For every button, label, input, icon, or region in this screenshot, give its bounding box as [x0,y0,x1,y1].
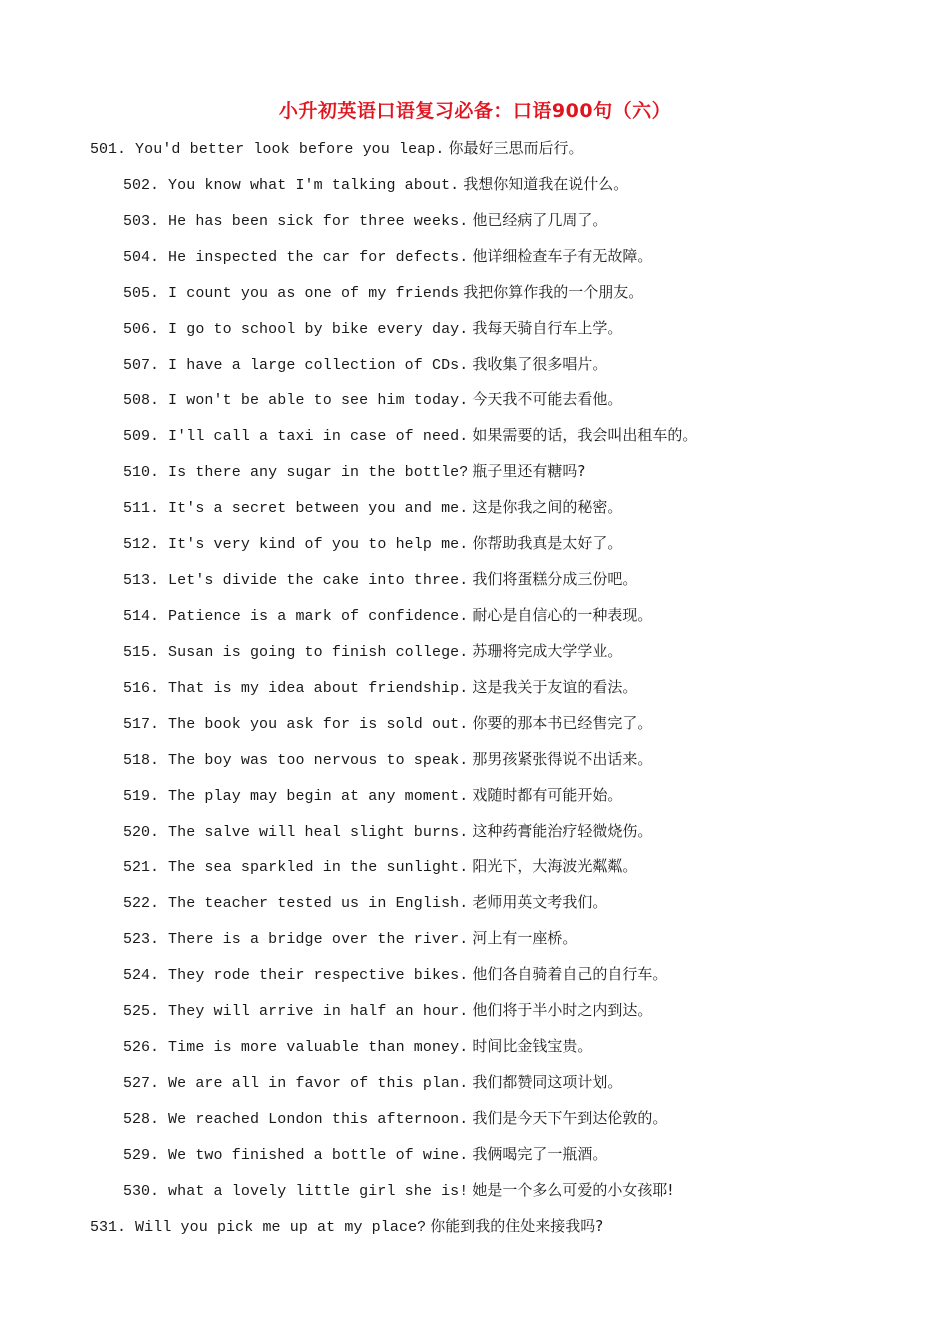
sentence-number: 504. [123,248,160,266]
english-sentence: Patience is a mark of confidence. [168,607,469,625]
english-sentence: He inspected the car for defects. [168,248,469,266]
sentence-line [0,1211,950,1247]
english-sentence: Is there any sugar in the bottle? [168,464,469,482]
sentence-number: 520. [123,823,160,841]
chinese-translation: 他已经病了几周了。 [472,210,608,229]
sentence-number: 505. [123,284,160,302]
english-sentence: There is a bridge over the river. [168,931,469,949]
chinese-translation: 你帮助我真是太好了。 [472,534,623,553]
sentence-line [0,313,950,349]
sentence-number: 508. [123,392,160,410]
chinese-translation: 那男孩紧张得说不出话来。 [472,749,653,768]
sentence-line [0,349,950,385]
chinese-translation: 我们是今天下午到达伦敦的。 [472,1108,668,1127]
chinese-translation: 我们都赞同这项计划。 [472,1072,623,1091]
sentence-line [0,420,950,456]
chinese-translation: 她是一个多么可爱的小女孩耶! [472,1180,674,1199]
english-sentence: The play may begin at any moment. [168,787,469,805]
chinese-translation: 你要的那本书已经售完了。 [472,713,653,732]
sentence-line [0,636,950,672]
sentence-line [0,959,950,995]
sentence-line [0,887,950,923]
english-sentence: The salve will heal slight burns. [168,823,469,841]
chinese-translation: 我每天骑自行车上学。 [472,318,623,337]
english-sentence: The boy was too nervous to speak. [168,751,469,769]
sentence-number: 527. [123,1074,160,1092]
sentence-line [0,600,950,636]
sentence-line [0,528,950,564]
sentence-number: 530. [123,1182,160,1200]
chinese-translation: 苏珊将完成大学学业。 [472,641,623,660]
chinese-translation: 他详细检查车子有无故障。 [472,246,653,265]
sentence-number: 516. [123,679,160,697]
english-sentence: Will you pick me up at my place? [135,1218,427,1236]
chinese-translation: 河上有一座桥。 [472,929,578,948]
sentence-line [0,1175,950,1211]
sentence-line [0,923,950,959]
sentence-line [0,1067,950,1103]
english-sentence: what a lovely little girl she is! [168,1182,469,1200]
sentence-line [0,1139,950,1175]
sentence-line [0,564,950,600]
english-sentence: Let's divide the cake into three. [168,572,469,590]
chinese-translation: 他们将于半小时之内到达。 [472,1001,653,1020]
sentence-line [0,1031,950,1067]
english-sentence: You know what I'm talking about. [168,176,460,194]
chinese-translation: 你最好三思而后行。 [448,139,584,157]
sentence-number: 506. [123,320,160,338]
chinese-translation: 我想你知道我在说什么。 [463,174,629,193]
english-sentence: The teacher tested us in English. [168,895,469,913]
sentence-number: 515. [123,643,160,661]
english-sentence: The sea sparkled in the sunlight. [168,859,469,877]
sentence-number: 518. [123,751,160,769]
english-sentence: Susan is going to finish college. [168,643,469,661]
sentence-number: 510. [123,464,160,482]
sentence-line [0,492,950,528]
english-sentence: It's a secret between you and me. [168,500,469,518]
sentence-number: 507. [123,356,160,374]
sentence-line [0,456,950,492]
sentence-line [0,708,950,744]
chinese-translation: 老师用英文考我们。 [472,893,608,912]
english-sentence: I have a large collection of CDs. [168,356,469,374]
sentence-line [0,384,950,420]
english-sentence: The book you ask for is sold out. [168,715,469,733]
sentence-number: 514. [123,607,160,625]
english-sentence: They rode their respective bikes. [168,967,469,985]
sentence-line [0,780,950,816]
chinese-translation: 他们各自骑着自己的自行车。 [472,965,668,984]
sentence-number: 501. [90,141,127,158]
english-sentence: We are all in favor of this plan. [168,1074,469,1092]
chinese-translation: 我俩喝完了一瓶酒。 [472,1144,608,1163]
sentence-line [0,241,950,277]
chinese-translation: 我把你算作我的一个朋友。 [463,282,644,301]
sentence-line [0,277,950,313]
sentence-number: 521. [123,859,160,877]
sentence-number: 523. [123,931,160,949]
english-sentence: That is my idea about friendship. [168,679,469,697]
chinese-translation: 你能到我的住处来接我吗? [430,1216,604,1235]
sentence-number: 526. [123,1039,160,1057]
sentence-number: 524. [123,967,160,985]
sentence-number: 522. [123,895,160,913]
chinese-translation: 这是你我之间的秘密。 [472,498,623,517]
sentence-number: 512. [123,536,160,554]
english-sentence: Time is more valuable than money. [168,1039,469,1057]
sentence-line [0,744,950,780]
english-sentence: We reached London this afternoon. [168,1110,469,1128]
sentence-number: 517. [123,715,160,733]
english-sentence: He has been sick for three weeks. [168,212,469,230]
sentence-number: 525. [123,1003,160,1021]
english-sentence: They will arrive in half an hour. [168,1003,469,1021]
sentence-line [0,995,950,1031]
sentence-line [0,816,950,852]
sentence-number: 502. [123,176,160,194]
english-sentence: I count you as one of my friends [168,284,460,302]
chinese-translation: 瓶子里还有糖吗? [472,462,586,481]
chinese-translation: 我们将蛋糕分成三份吧。 [472,570,638,589]
english-sentence: I'll call a taxi in case of need. [168,428,469,446]
english-sentence: You'd better look before you leap. [135,141,445,158]
sentence-line [0,1103,950,1139]
sentence-number: 503. [123,212,160,230]
sentence-line [0,133,950,169]
sentence-line [0,205,950,241]
sentence-number: 529. [123,1146,160,1164]
sentence-number: 511. [123,500,160,518]
english-sentence: We two finished a bottle of wine. [168,1146,469,1164]
sentence-number: 528. [123,1110,160,1128]
sentence-number: 519. [123,787,160,805]
english-sentence: I won't be able to see him today. [168,392,469,410]
sentence-number: 509. [123,428,160,446]
chinese-translation: 戏随时都有可能开始。 [472,785,623,804]
chinese-translation: 耐心是自信心的一种表现。 [472,605,653,624]
chinese-translation: 时间比金钱宝贵。 [472,1037,593,1056]
sentence-list [0,133,950,1247]
chinese-translation: 今天我不可能去看他。 [472,390,623,409]
chinese-translation: 这种药膏能治疗轻微烧伤。 [472,821,653,840]
sentence-line [0,851,950,887]
chinese-translation: 如果需要的话，我会叫出租车的。 [472,426,698,445]
sentence-number: 531. [90,1218,127,1236]
sentence-line [0,169,950,205]
sentence-number: 513. [123,572,160,590]
chinese-translation: 这是我关于友谊的看法。 [472,677,638,696]
chinese-translation: 我收集了很多唱片。 [472,354,608,373]
english-sentence: It's very kind of you to help me. [168,536,469,554]
sentence-line [0,672,950,708]
page-title: 小升初英语口语复习必备：口语900句（六） [278,100,672,122]
chinese-translation: 阳光下，大海波光粼粼。 [472,857,638,876]
english-sentence: I go to school by bike every day. [168,320,469,338]
